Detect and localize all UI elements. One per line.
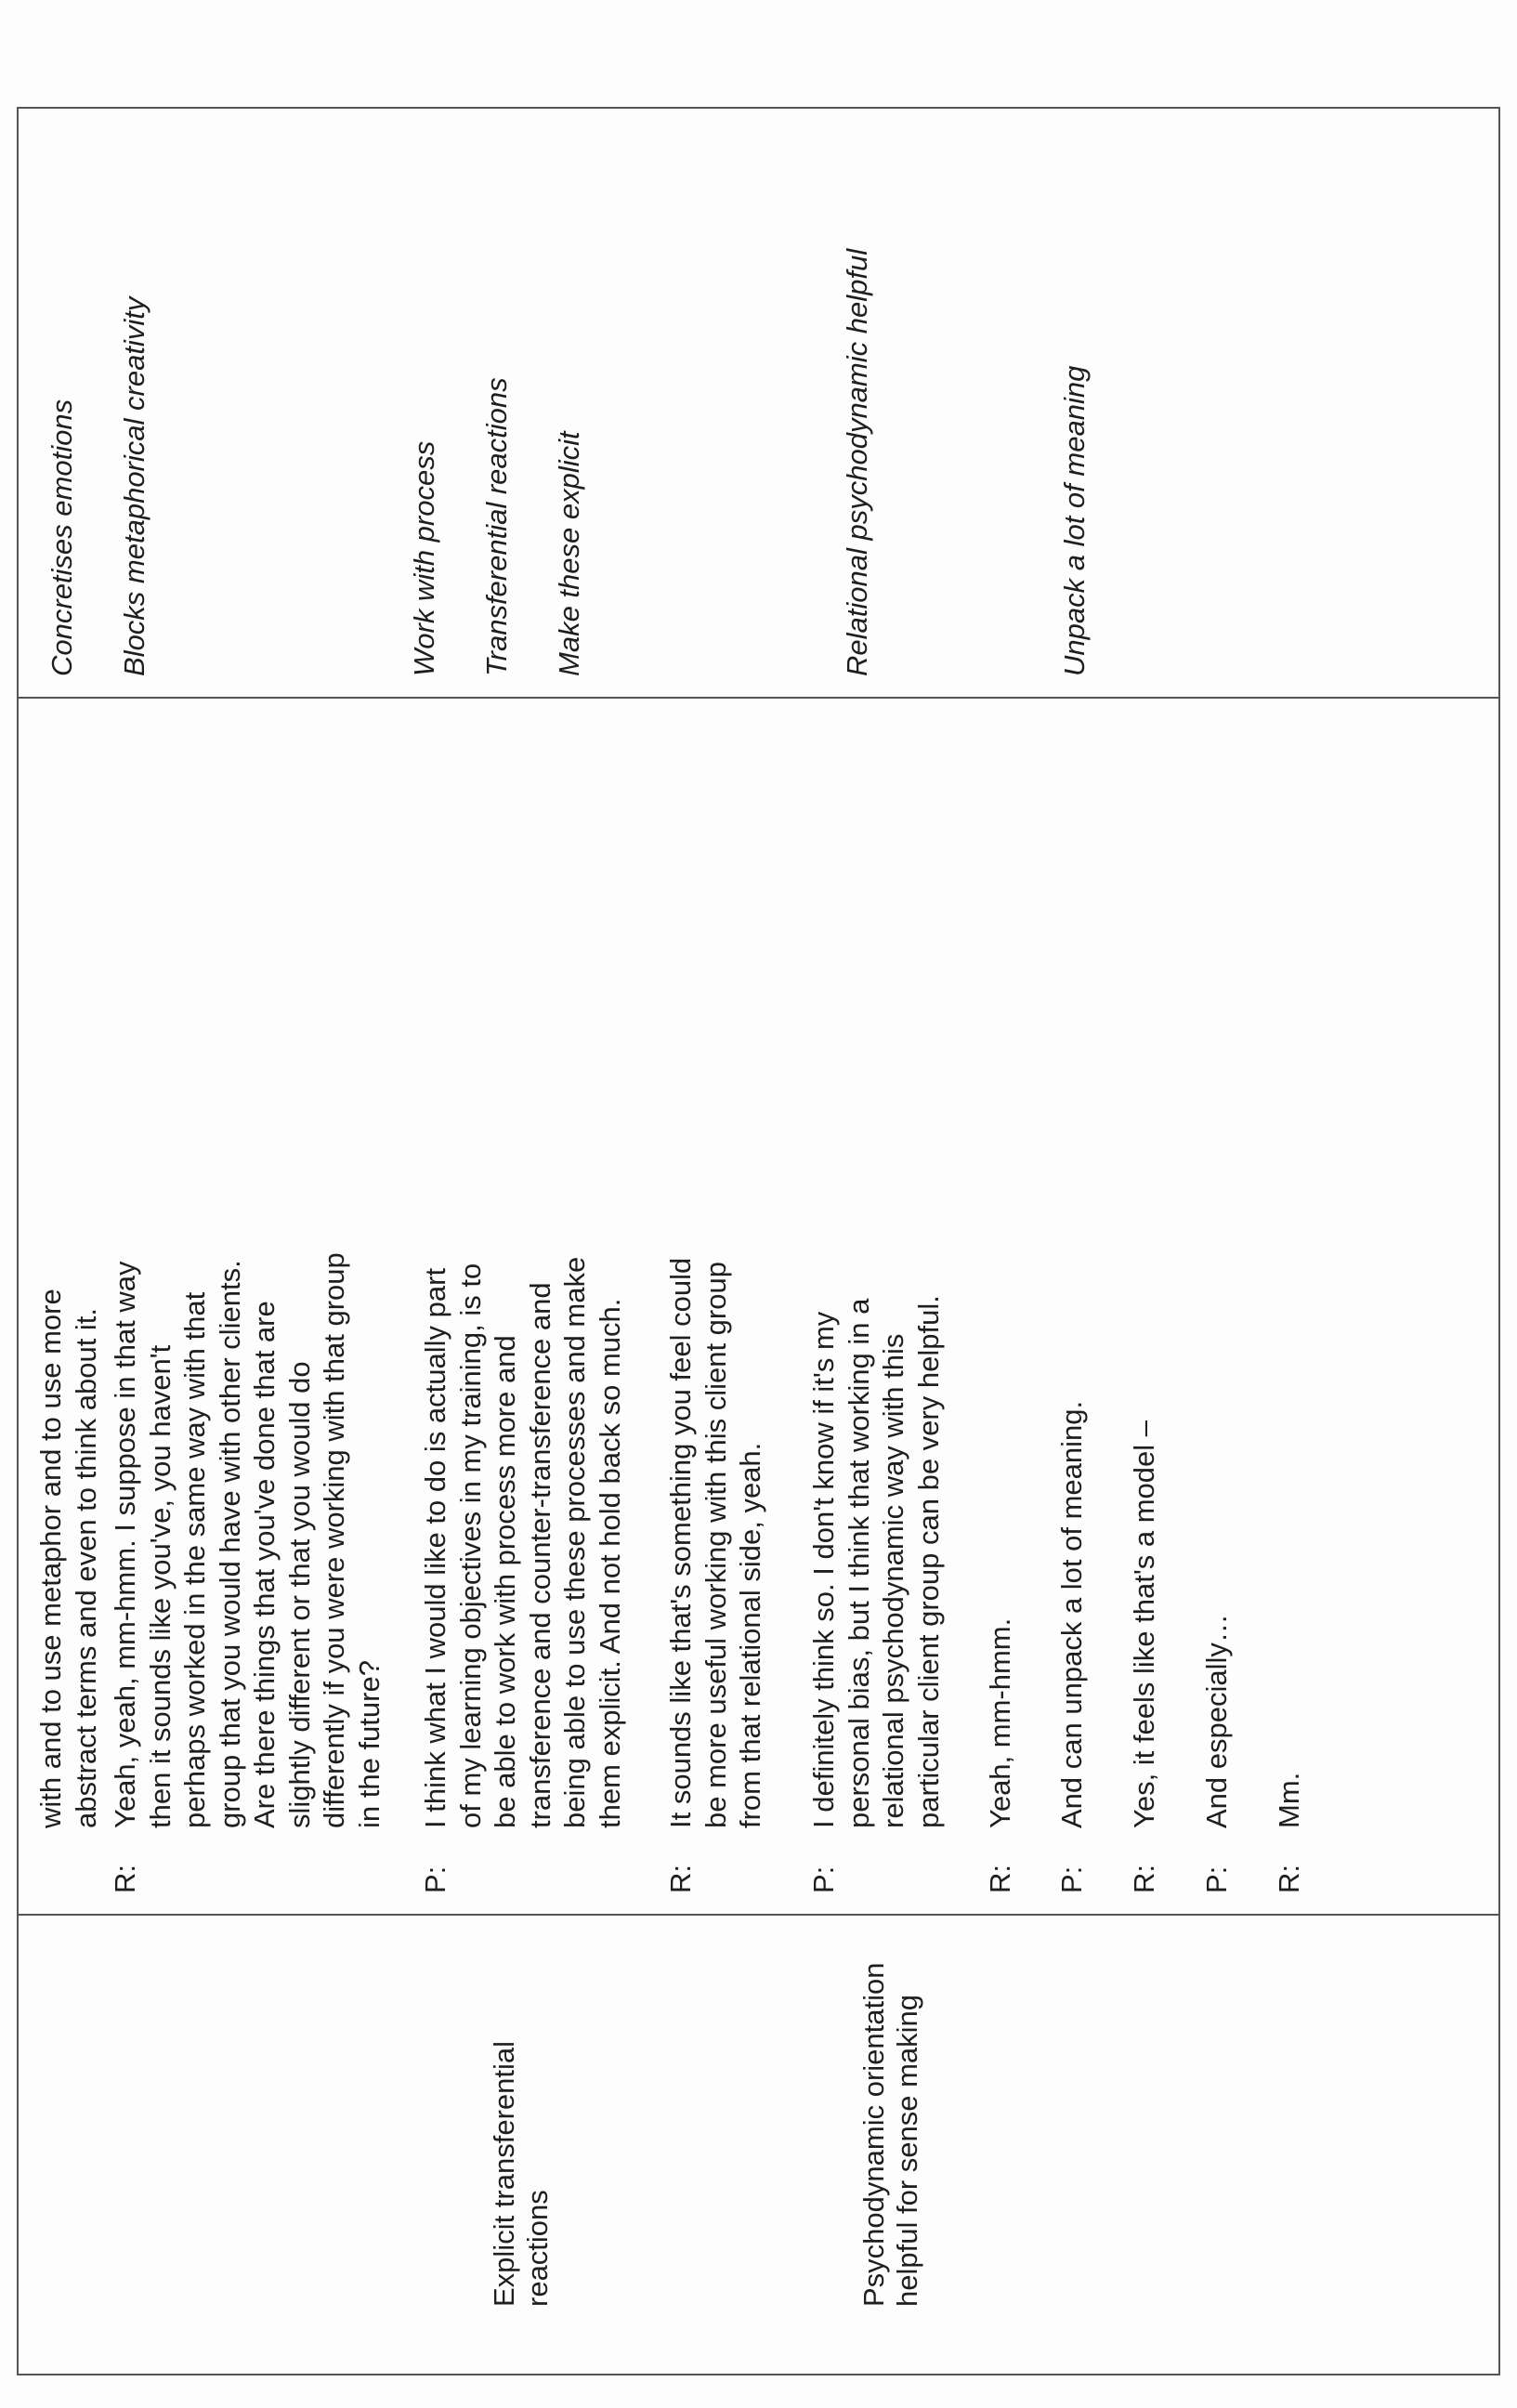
turn-text: Yeah, yeah, mm-hmm. I suppose in that way then it sounds like you've, you haven't perhaps worked in the same way with that group that you would have with other clients. Are there things that you've done that are slightly different or that you would do differently if you were working with that group in the future? bbox=[109, 1252, 386, 1828]
speaker-label: R: bbox=[664, 1865, 697, 1893]
speaker-label: P: bbox=[807, 1865, 840, 1893]
turn-text: Yes, it feels like that's a model – bbox=[1128, 1420, 1160, 1828]
turn-text: Mm. bbox=[1273, 1772, 1305, 1828]
turn-text: And especially… bbox=[1200, 1614, 1233, 1828]
comment-note: Transferential reactions bbox=[480, 377, 513, 676]
speaker-label: R: bbox=[984, 1865, 1016, 1893]
codes-column bbox=[19, 1916, 1498, 2374]
comment-note: Blocks metaphorical creativity bbox=[118, 296, 150, 676]
speaker-label: R: bbox=[109, 1865, 141, 1893]
comment-note: Unpack a lot of meaning bbox=[1058, 365, 1091, 676]
speaker-label: R: bbox=[1128, 1865, 1160, 1893]
code-label: Explicit transferential reactions bbox=[488, 2040, 554, 2307]
code-label: Psychodynamic orientation helpful for sense making bbox=[857, 1962, 923, 2307]
speaker-label: R: bbox=[1273, 1865, 1305, 1893]
speaker-label: P: bbox=[419, 1865, 451, 1893]
turn-text: And can unpack a lot of meaning. bbox=[1055, 1400, 1088, 1828]
comment-note: Concretises emotions bbox=[46, 399, 78, 676]
comment-note: Work with process bbox=[408, 440, 440, 676]
speaker-label: P: bbox=[1055, 1865, 1088, 1893]
turn-text: I definitely think so. I don't know if it's my personal bias, but I think that working in a relational psychodynamic way with this particular client group can be very helpful. bbox=[807, 1295, 945, 1828]
turn-text: with and to use metaphor and to use more abstract terms and even to think about it. bbox=[34, 1289, 102, 1828]
comments-column bbox=[19, 109, 1498, 699]
comment-note: Relational psychodynamic helpful bbox=[841, 248, 873, 676]
turn-text: It sounds like that's something you feel could be more useful working with this client group from that relational side, yeah. bbox=[664, 1257, 766, 1828]
speaker-label: P: bbox=[1200, 1865, 1233, 1893]
comment-note: Make these explicit bbox=[553, 431, 585, 676]
transcript-column bbox=[19, 699, 1498, 1916]
turn-text: Yeah, mm-hmm. bbox=[984, 1617, 1016, 1828]
turn-text: I think what I would like to do is actually part of my learning objectives in my training, is to be able to work with process more and transference and counter-transference and being able to use these processes and make them explicit. And not hold back so much. bbox=[419, 1256, 626, 1828]
analysis-table bbox=[17, 107, 1500, 2375]
